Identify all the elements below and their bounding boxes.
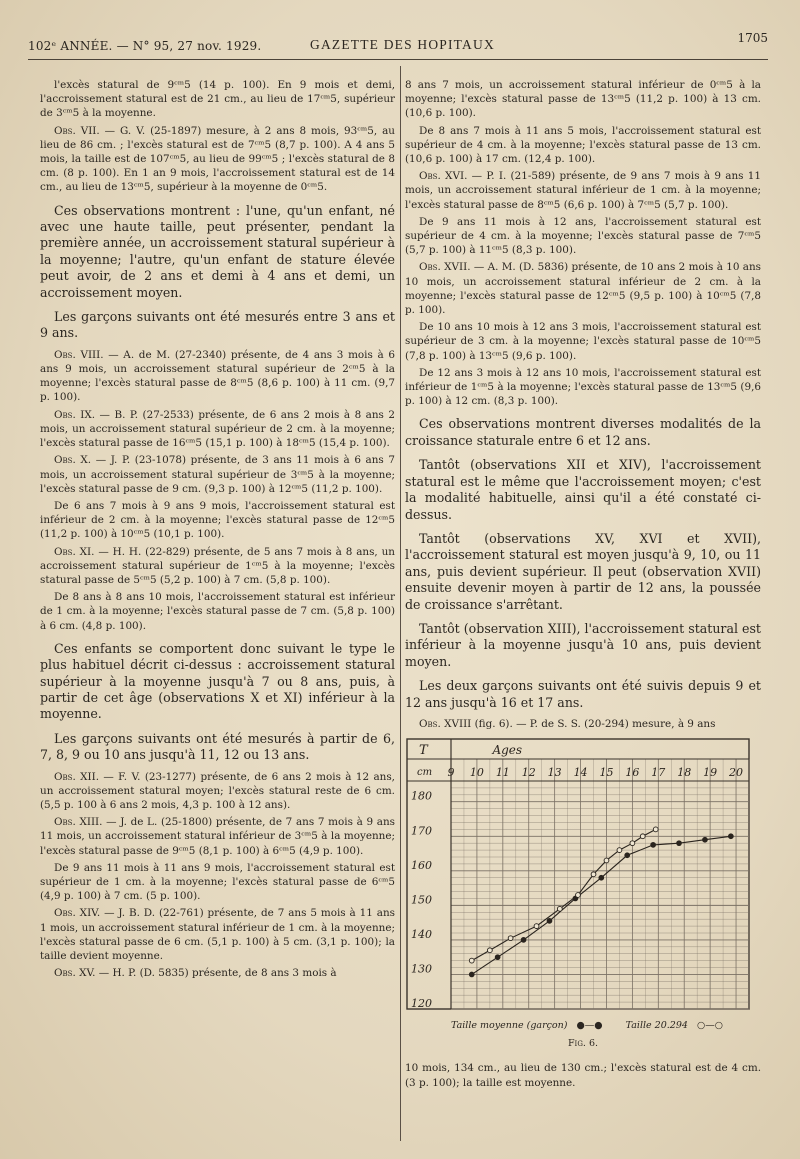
data-point-0 (651, 843, 656, 848)
growth-chart-svg (405, 737, 761, 1017)
x-tick-label: 18 (677, 766, 692, 780)
observation-label: Obs. XVIII (419, 717, 472, 730)
data-point-1 (487, 948, 492, 953)
data-point-1 (557, 907, 562, 912)
paragraph (405, 1061, 761, 1089)
paragraph-text: 10 mois, 134 cm., au lieu de 130 cm.; l'excès statural est de 4 cm. (3 p. 100); la taille est moyenne. (405, 1062, 761, 1089)
x-tick-label: 12 (521, 766, 536, 780)
paragraph-text: (fig. 6). — P. de S. S. (20-294) mesure, à 9 ans (471, 717, 716, 730)
issue-info: 102ᵉ ANNÉE. — N° 95, 27 nov. 1929. (28, 39, 262, 53)
paragraph-text: De 8 ans à 8 ans 10 mois, l'accroissement statural est inférieur de 1 cm. à la moyenne; l'excès statural passe de 7 cm. (5,8 p. 100) à 6 cm. (4,8 p. 100). (40, 591, 395, 632)
paragraph-text: — A. de M. (27-2340) présente, de 4 ans 3 mois à 6 ans 9 mois, un accroissement statural supérieur de 2ᶜᵐ5 à la moyenne; l'excès statural passe de 8ᶜᵐ5 (8,6 p. 100) à 11 cm. (9,7 p. 100). (40, 348, 395, 404)
y-tick-label: 150 (411, 893, 432, 907)
paragraph-large (405, 416, 761, 449)
data-point-0 (521, 938, 526, 943)
paragraph-text: Les garçons suivants ont été mesurés entre 3 ans et 9 ans. (40, 309, 395, 341)
paragraph (405, 320, 761, 363)
observation-label: Obs. XVII. (419, 261, 471, 274)
column-divider (400, 66, 401, 1141)
figure-caption: Fig. 6. (567, 1038, 599, 1050)
paragraph-text: De 8 ans 7 mois à 11 ans 5 mois, l'accroissement statural est supérieur de 4 cm. à la moyenne; l'excès statural passe de 13 cm. (10,6 p. 100) à 17 cm. (12,4 p. 100). (405, 124, 761, 166)
x-tick-label: 9 (447, 766, 455, 780)
observation-label: Obs. VII. (54, 124, 100, 137)
paragraph-text: — H. H. (22-829) présente, de 5 ans 7 mois à 8 ans, un accroissement statural supérieur de 1ᶜᵐ5 à la moyenne; l'excès statural passe de 5ᶜᵐ5 (5,2 p. 100) à 7 cm. (5,8 p. 100). (40, 545, 395, 586)
observation-paragraph (40, 815, 395, 858)
data-point-1 (534, 924, 539, 929)
data-point-1 (617, 848, 622, 853)
data-point-1 (508, 936, 513, 941)
data-point-0 (703, 837, 708, 842)
data-point-0 (625, 853, 630, 858)
legend-series-subject: Taille 20.294 (625, 1020, 688, 1032)
legend-series-mean: Taille moyenne (garçon) (451, 1020, 568, 1032)
observation-label: Obs. XV. (54, 967, 96, 980)
paragraph (40, 499, 395, 542)
y-tick-label: 160 (411, 858, 432, 872)
corner-label-bottom: cm (417, 767, 433, 779)
corner-label-top: T (419, 743, 428, 759)
paragraph (405, 215, 761, 258)
right-column-text-top (405, 78, 761, 731)
observation-paragraph (40, 348, 395, 405)
chart-legend (451, 1019, 729, 1033)
page-header (28, 33, 768, 60)
data-point-1 (640, 834, 645, 839)
x-tick-label: 13 (547, 766, 562, 780)
observation-label: Obs. XVI. (419, 170, 468, 183)
paragraph-text: — P. I. (21-589) présente, de 9 ans 7 mois à 9 ans 11 mois, un accroissement statural inférieur de 1 cm. à la moyenne; l'excès statural passe de 8ᶜᵐ5 (6,6 p. 100) à 7ᶜᵐ5 (5,7 p. 100). (405, 170, 762, 211)
x-tick-label: 15 (599, 766, 614, 780)
observation-paragraph (405, 260, 761, 317)
data-point-0 (677, 841, 682, 846)
paragraph-text: Tantôt (observations XV, XVI et XVII), l'accroissement statural est moyen jusqu'à 9, 10, ou 11 ans, puis devient supérieur. Il peut (observation XVII) ensuite devenir moyen à partir de 12 ans, la poussée de croissance s'arrêtant. (405, 530, 761, 612)
growth-chart (405, 737, 761, 1033)
paragraph-text: — J. B. D. (22-761) présente, de 7 ans 5 mois à 11 ans 1 mois, un accroissement statural inférieur de 1 cm. à la moyenne; l'excès statural passe de 6 cm. (5,1 p. 100) à 5 cm. (3,1 p. 100); la taille devient moyenne. (40, 907, 395, 963)
observation-label: Obs. XIII. (54, 816, 103, 829)
paragraph (40, 861, 395, 904)
observation-paragraph (405, 169, 761, 212)
paragraph-text: l'excès statural de 9ᶜᵐ5 (14 p. 100). En 9 mois et demi, l'accroissement statural est de 21 cm., au lieu de 17ᶜᵐ5, supérieur de 3ᶜᵐ5 à la moyenne. (40, 79, 395, 120)
y-tick-label: 140 (411, 928, 432, 942)
y-tick-label: 120 (411, 997, 432, 1011)
data-point-0 (495, 955, 500, 960)
data-point-1 (653, 827, 658, 832)
y-tick-label: 180 (411, 789, 432, 803)
x-tick-label: 19 (703, 766, 718, 780)
data-point-1 (604, 858, 609, 863)
paragraph-text: De 12 ans 3 mois à 12 ans 10 mois, l'accroissement statural est inférieur de 1ᶜᵐ5 à la moyenne; l'excès statural passe de 13ᶜᵐ5 (9,6 p. 100) à 12 cm. (8,3 p. 100). (405, 366, 761, 408)
paragraph-text: Ces enfants se comportent donc suivant le type le plus habituel décrit ci-dessus : accroissement statural supérieur à la moyenne jusqu'à 7 ou 8 ans, puis, à partir de cet âge (observations X et XI) inférieur à la moyenne. (40, 640, 395, 722)
observation-paragraph (40, 906, 395, 963)
paragraph-text: — A. M. (D. 5836) présente, de 10 ans 2 mois à 10 ans 10 mois, un accroissement statural inférieur de 2 cm. à la moyenne; l'excès statural passe de 12ᶜᵐ5 (9,5 p. 100) à 10ᶜᵐ5 (7,8 p. 100). (405, 261, 761, 317)
paragraph-text: Les garçons suivants ont été mesurés à partir de 6, 7, 8, 9 ou 10 ans jusqu'à 11, 12 ou 13 ans. (40, 730, 395, 763)
paragraph-large (405, 678, 761, 711)
paragraph-large (405, 457, 761, 523)
paragraph (40, 590, 395, 633)
paragraph-large (40, 309, 395, 342)
paragraph-large (405, 531, 761, 613)
data-point-1 (576, 893, 581, 898)
paragraph-text: Tantôt (observations XII et XIV), l'accroissement statural est le même que l'accroissement moyen; c'est la modalité habituelle, ainsi qu'il a été constaté ci-dessus. (405, 457, 761, 522)
y-tick-label: 170 (411, 824, 432, 838)
right-column (405, 78, 761, 1093)
observation-paragraph (405, 717, 761, 731)
y-tick-label: 130 (411, 962, 432, 976)
journal-title: GAZETTE DES HOPITAUX (310, 37, 495, 52)
right-column-text-bottom (405, 1061, 761, 1089)
observation-label: Obs. XIV. (54, 907, 101, 920)
paragraph-text: Ces observations montrent diverses modalités de la croissance staturale entre 6 et 12 ans. (405, 416, 761, 448)
paragraph (405, 366, 761, 409)
paragraph-text: Ces observations montrent : l'une, qu'un enfant, né avec une haute taille, peut présenter, pendant la première année, un accroissement statural supérieur à la moyenne; l'autre, qu'un enfant de stature élevée peut avoir, de 2 ans et demi à 4 ans et demi, un accroissement moyen. (40, 202, 395, 300)
observation-paragraph (40, 124, 395, 195)
data-point-1 (591, 872, 596, 877)
observation-paragraph (40, 408, 395, 451)
paragraph-large (40, 203, 395, 301)
observation-label: Obs. IX. (54, 408, 96, 421)
paragraph-text: 8 ans 7 mois, un accroissement statural inférieur de 0ᶜᵐ5 à la moyenne; l'excès statural passe de 13ᶜᵐ5 (11,2 p. 100) à 13 cm. (10,6 p. 100). (405, 79, 761, 120)
paragraph-text: Tantôt (observation XIII), l'accroissement statural est inférieur à la moyenne jusqu'à 10 ans, puis devient moyen. (405, 620, 761, 669)
paragraph (405, 78, 761, 121)
paragraph-large (40, 731, 395, 764)
x-tick-label: 17 (651, 766, 666, 780)
legend-mean-marker: ●—● (576, 1020, 603, 1032)
data-point-1 (630, 841, 635, 846)
data-point-0 (599, 875, 604, 880)
chart-frame (407, 739, 749, 1009)
series-line-1 (472, 830, 656, 961)
x-tick-label: 10 (469, 766, 484, 780)
x-axis-title: Ages (492, 743, 523, 758)
paragraph-text: De 9 ans 11 mois à 11 ans 9 mois, l'accroissement statural est supérieur de 1 cm. à la moyenne; l'excès statural passe de 6ᶜᵐ5 (4,9 p. 100) à 7 cm. (5 p. 100). (40, 861, 395, 903)
paragraph-text: De 9 ans 11 mois à 12 ans, l'accroissement statural est supérieur de 4 cm. à la moyenne; l'excès statural passe de 7ᶜᵐ5 (5,7 p. 100) à 11ᶜᵐ5 (8,3 p. 100). (405, 215, 761, 257)
paragraph-text: — H. P. (D. 5835) présente, de 8 ans 3 mois à (95, 967, 337, 980)
x-tick-label: 11 (495, 766, 510, 780)
x-tick-label: 16 (625, 766, 640, 780)
paragraph-text: De 10 ans 10 mois à 12 ans 3 mois, l'accroissement statural est supérieur de 3 cm. à la moyenne; l'excès statural passe de 10ᶜᵐ5 (7,8 p. 100) à 13ᶜᵐ5 (9,6 p. 100). (405, 321, 761, 362)
data-point-0 (547, 919, 552, 924)
legend-subject-marker: ○—○ (696, 1020, 724, 1032)
paragraph-text: — B. P. (27-2533) présente, de 6 ans 2 mois à 8 ans 2 mois, un accroissement statural supérieur de 2 cm. à la moyenne; l'excès statural passe de 16ᶜᵐ5 (15,1 p. 100) à 18ᶜᵐ5 (15,4 p. 100). (40, 408, 395, 450)
paragraph-text: De 6 ans 7 mois à 9 ans 9 mois, l'accroissement statural est inférieur de 2 cm. à la moyenne; l'excès statural passe de 12ᶜᵐ5 (11,2 p. 100) à 10ᶜᵐ5 (10,1 p. 100). (40, 499, 395, 541)
left-column (40, 78, 395, 983)
observation-paragraph (40, 453, 395, 496)
observation-label: Obs. XI. (54, 545, 95, 558)
paragraph-large (405, 621, 761, 670)
data-point-1 (469, 958, 474, 963)
observation-label: Obs. XII. (54, 770, 100, 783)
observation-label: Obs. VIII. (54, 348, 104, 361)
paragraph-text: — J. de L. (25-1800) présente, de 7 ans 7 mois à 9 ans 11 mois, un accroissement statural inférieur de 3ᶜᵐ5 à la moyenne; l'excès statural passe de 9ᶜᵐ5 (8,1 p. 100) à 6ᶜᵐ5 (4,9 p. 100). (40, 816, 395, 857)
paragraph-text: — J. P. (23-1078) présente, de 3 ans 11 mois à 6 ans 7 mois, un accroissement statural supérieur de 3ᶜᵐ5 à la moyenne; l'excès statural passe de 9 cm. (9,3 p. 100) à 12ᶜᵐ5 (11,2 p. 100). (40, 454, 395, 495)
paragraph-text: — G. V. (25-1897) mesure, à 2 ans 8 mois, 93ᶜᵐ5, au lieu de 86 cm. ; l'excès statural est de 7ᶜᵐ5 (8,7 p. 100). A 4 ans 5 mois, la taille est de 107ᶜᵐ5, au lieu de 99ᶜᵐ5 ; l'excès statural de 8 cm. (8 p. 100). En 1 an 9 mois, l'accroissement statural est de 14 cm., au lieu de 13ᶜᵐ5, supérieur à la moyenne de 0ᶜᵐ5. (40, 124, 395, 194)
observation-paragraph (40, 966, 395, 980)
paragraph (40, 78, 395, 121)
observation-label: Obs. X. (54, 454, 92, 467)
data-point-0 (728, 834, 733, 839)
x-tick-label: 20 (729, 766, 744, 780)
x-tick-label: 14 (573, 766, 588, 780)
data-point-0 (469, 972, 474, 977)
observation-paragraph (40, 770, 395, 813)
observation-paragraph (40, 545, 395, 588)
page-number: 1705 (737, 31, 768, 45)
paragraph-text: — F. V. (23-1277) présente, de 6 ans 2 mois à 12 ans, un accroissement statural moyen; l'excès statural reste de 6 cm. (5,5 p. 100 à 6 ans 2 mois, 4,3 p. 100 à 12 ans). (40, 770, 395, 811)
paragraph-text: Les deux garçons suivants ont été suivis depuis 9 et 12 ans jusqu'à 16 et 17 ans. (405, 678, 761, 710)
paragraph-large (40, 641, 395, 723)
paragraph (405, 124, 761, 167)
